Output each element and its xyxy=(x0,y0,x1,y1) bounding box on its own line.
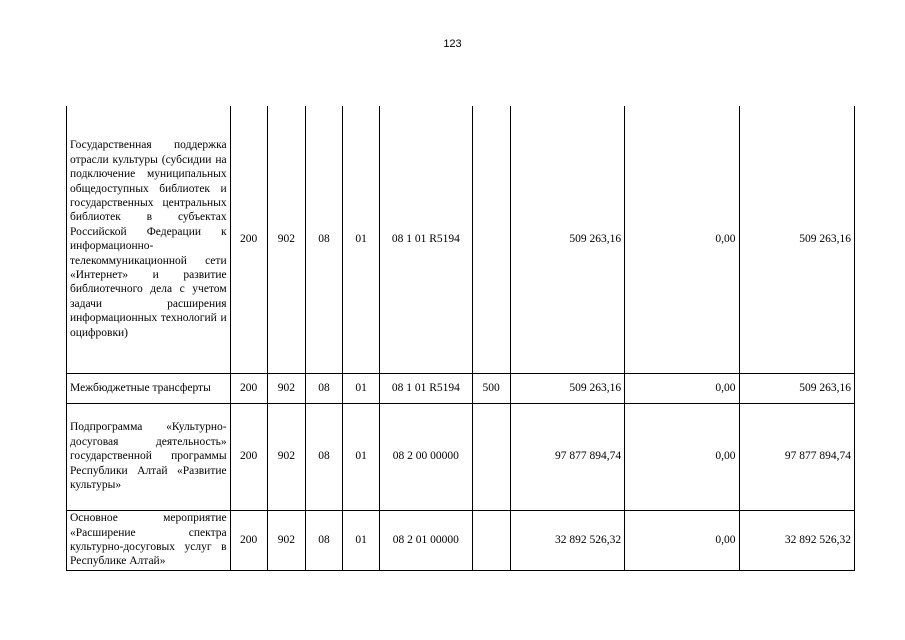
budget-table xyxy=(66,106,855,571)
row-sum-2: 0,00 xyxy=(625,373,739,403)
row-sum-1: 509 263,16 xyxy=(510,373,624,403)
row-name: Основное мероприятие «Расширение спектра культурно-досуговых услуг в Республике Алтай» xyxy=(67,510,231,570)
row-sum-2: 0,00 xyxy=(625,106,739,373)
row-vid: 500 xyxy=(472,373,510,403)
row-vid xyxy=(472,403,510,510)
row-sum-3: 509 263,16 xyxy=(739,373,855,403)
row-rz: 08 xyxy=(305,403,342,510)
row-vid xyxy=(472,510,510,570)
table-row xyxy=(67,373,855,403)
row-vid xyxy=(472,106,510,373)
row-sum-3: 509 263,16 xyxy=(739,106,855,373)
row-sum-1: 32 892 526,32 xyxy=(510,510,624,570)
row-sum-1: 509 263,16 xyxy=(510,106,624,373)
row-code-200: 200 xyxy=(230,403,267,510)
row-csr: 08 1 01 R5194 xyxy=(380,106,472,373)
row-ved: 902 xyxy=(267,373,305,403)
row-pr: 01 xyxy=(343,510,380,570)
row-sum-2: 0,00 xyxy=(625,403,739,510)
row-rz: 08 xyxy=(305,373,342,403)
row-ved: 902 xyxy=(267,106,305,373)
row-pr: 01 xyxy=(343,106,380,373)
row-name: Подпрограмма «Культурно-досуговая деятельность» государственной программы Республики Алтай «Развитие культуры» xyxy=(67,403,231,510)
row-code-200: 200 xyxy=(230,373,267,403)
row-sum-2: 0,00 xyxy=(625,510,739,570)
page-number: 123 xyxy=(443,38,462,50)
row-csr: 08 2 00 00000 xyxy=(380,403,472,510)
table-row xyxy=(67,510,855,570)
table-row xyxy=(67,403,855,510)
row-ved: 902 xyxy=(267,403,305,510)
row-sum-1: 97 877 894,74 xyxy=(510,403,624,510)
row-ved: 902 xyxy=(267,510,305,570)
row-sum-3: 97 877 894,74 xyxy=(739,403,855,510)
table-row xyxy=(67,106,855,373)
row-csr: 08 2 01 00000 xyxy=(380,510,472,570)
row-pr: 01 xyxy=(343,403,380,510)
row-name: Государственная поддержка отрасли культуры (субсидии на подключение муниципальных общедоступных библиотек и государственных центральных библиотек в субъектах Российской Федерации к информационно-телекоммуникационной сети «Интернет» и развитие библиотечного дела с учетом задачи расширения информационных технологий и оцифровки) xyxy=(67,106,231,373)
row-code-200: 200 xyxy=(230,106,267,373)
row-rz: 08 xyxy=(305,510,342,570)
row-code-200: 200 xyxy=(230,510,267,570)
row-name: Межбюджетные трансферты xyxy=(67,373,231,403)
row-pr: 01 xyxy=(343,373,380,403)
row-sum-3: 32 892 526,32 xyxy=(739,510,855,570)
row-csr: 08 1 01 R5194 xyxy=(380,373,472,403)
row-rz: 08 xyxy=(305,106,342,373)
